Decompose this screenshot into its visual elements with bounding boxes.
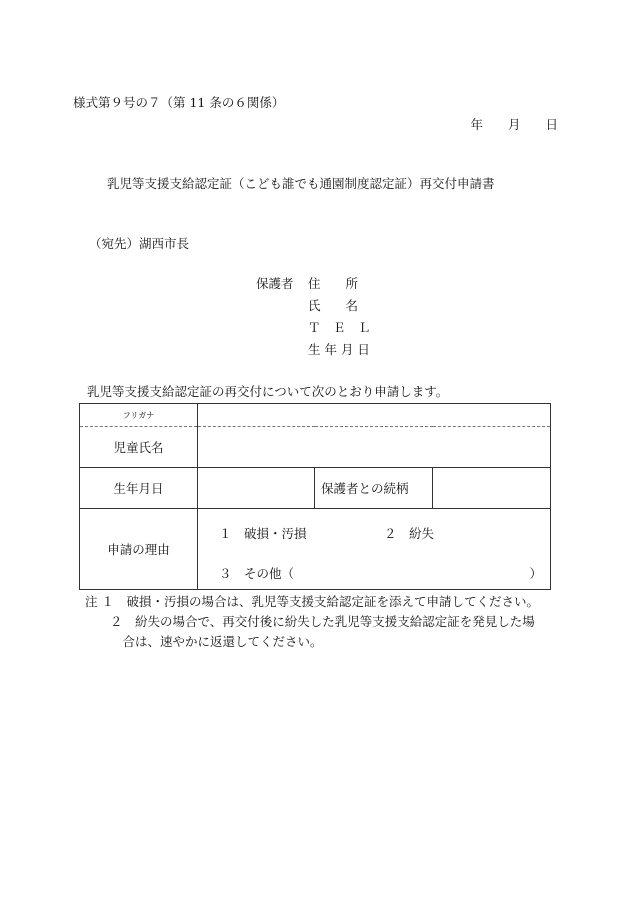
date-year-label: 年 xyxy=(470,117,483,132)
reason-options-cell xyxy=(198,509,551,590)
date-month-label: 月 xyxy=(507,117,521,132)
birthdate-label: 生年月日 xyxy=(80,468,198,509)
note-2: ２ 紛失の場合で、再交付後に紛失した乳児等支援支給認定証を発見した場 xyxy=(85,614,535,629)
note-1: 注 １ 破損・汚損の場合は、乳児等支援支給認定証を添えて申請してください。 xyxy=(85,594,539,609)
child-name-field[interactable] xyxy=(198,427,551,468)
guardian-birthdate-label: 生 年 月 日 xyxy=(308,342,370,357)
birthdate-row xyxy=(80,468,551,509)
date-line xyxy=(470,119,558,132)
child-name-row xyxy=(80,427,551,468)
furigana-row xyxy=(80,404,551,427)
child-name-label: 児童氏名 xyxy=(80,427,198,468)
date-day-label: 日 xyxy=(545,117,558,132)
guardian-address-row xyxy=(256,278,386,292)
birthdate-field[interactable] xyxy=(198,468,315,509)
relationship-field[interactable] xyxy=(433,468,551,509)
addressee: （宛先）湖西市長 xyxy=(89,236,190,251)
guardian-address-label: 住 所 xyxy=(308,276,359,291)
relationship-label: 保護者との続柄 xyxy=(315,468,433,509)
guardian-birthdate-row xyxy=(256,344,386,358)
document-title: 乳児等支援支給認定証（こども誰でも通園制度認定証）再交付申請書 xyxy=(107,176,495,191)
reason-row xyxy=(80,509,551,590)
guardian-heading: 保護者 xyxy=(256,276,294,291)
reason-option-lost[interactable]: ２ 紛失 xyxy=(384,526,435,541)
note-2-continued: 合は、速やかに返還してください。 xyxy=(85,634,323,649)
furigana-label: フリガナ xyxy=(80,404,198,427)
guardian-tel-row xyxy=(256,322,386,336)
reason-option-other[interactable]: ３ その他（ xyxy=(219,566,295,581)
intro-text: 乳児等支援支給認定証の再交付について次のとおり申請します。 xyxy=(87,384,449,399)
form-number: 様式第９号の７（第 11 条の６関係） xyxy=(73,95,285,110)
guardian-tel-label: Ｔ Ｅ Ｌ xyxy=(308,320,371,335)
reason-other-close-paren: ） xyxy=(529,566,543,581)
notes xyxy=(85,592,539,652)
application-table xyxy=(79,403,551,590)
reason-option-damage[interactable]: １ 破損・汚損 xyxy=(219,526,307,541)
reason-label: 申請の理由 xyxy=(80,509,198,590)
guardian-name-row xyxy=(256,300,386,314)
guardian-name-label: 氏 名 xyxy=(308,298,359,313)
furigana-field[interactable] xyxy=(198,404,551,427)
